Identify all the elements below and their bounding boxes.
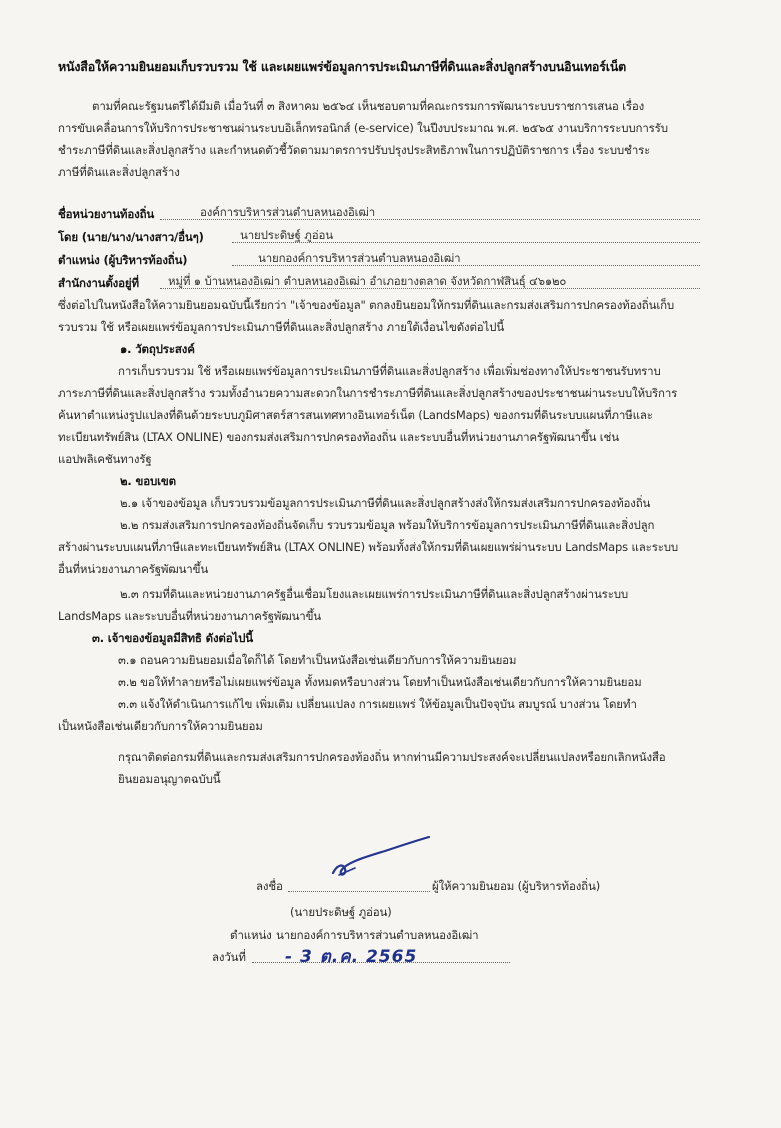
signer-position-label: ตำแหน่ง (230, 928, 272, 942)
date-label: ลงวันที่ (212, 950, 246, 964)
signer-position-value: นายกองค์การบริหารส่วนตำบลหนองอิเฒ่า (276, 928, 479, 942)
sign-role: ผู้ให้ความยินยอม (ผู้บริหารท้องถิ่น) (432, 879, 601, 893)
section-2-line-1: ๒.๑ เจ้าของข้อมูล เก็บรวบรวมข้อมูลการประเมินภาษีที่ดินและสิ่งปลูกสร้างส่งให้กรมส่งเสริมการปกครองท้องถิ่น (120, 496, 651, 510)
position-value: นายกองค์การบริหารส่วนตำบลหนองอิเฒ่า (258, 251, 461, 265)
org-name-value: องค์การบริหารส่วนตำบลหนองอิเฒ่า (200, 205, 376, 219)
by-value: นายประดิษฐ์ ภูอ่อน (240, 228, 333, 242)
intro-line-4: ภาษีที่ดินและสิ่งปลูกสร้าง (58, 165, 180, 179)
section-1-line-3: ค้นหาตำแหน่งรูปแปลงที่ดินด้วยระบบภูมิศาสตร์สารสนเทศทางอินเทอร์เน็ต (LandsMaps) ของกรมที่ดินระบบแผนที่ภาษีและ (58, 408, 653, 422)
section-2-line-4: อื่นที่หน่วยงานภาครัฐพัฒนาขึ้น (58, 562, 209, 576)
section-3-heading: ๓. เจ้าของข้อมูลมีสิทธิ ดังต่อไปนี้ (92, 631, 253, 645)
office-value: หมู่ที่ ๑ บ้านหนองอิเฒ่า ตำบลหนองอิเฒ่า อำเภอยางตลาด จังหวัดกาฬสินธุ์ ๔๖๑๒๐ (168, 274, 567, 288)
section-1-line-2: ภาระภาษีที่ดินและสิ่งปลูกสร้าง รวมทั้งอำนวยความสะดวกในการชำระภาษีที่ดินและสิ่งปลูกสร้างของประชาชนผ่านระบบให้บริการ (58, 386, 678, 400)
section-2-heading: ๒. ขอบเขต (120, 474, 176, 488)
date-stamp: - 3 ต.ค. 2565 (285, 947, 418, 967)
section-2-line-6: LandsMaps และระบบอื่นที่หน่วยงานภาครัฐพัฒนาขึ้น (58, 609, 322, 623)
signer-name: (นายประดิษฐ์ ภูอ่อน) (290, 905, 392, 919)
org-name-label: ชื่อหน่วยงานท้องถิ่น (58, 207, 155, 221)
contact-line-1: กรุณาติดต่อกรมที่ดินและกรมส่งเสริมการปกครองท้องถิ่น หากท่านมีความประสงค์จะเปลี่ยนแปลงหรือยกเลิกหนังสือ (118, 750, 666, 764)
intro-line-1: ตามที่คณะรัฐมนตรีได้มีมติ เมื่อวันที่ ๓ สิงหาคม ๒๕๖๔ เห็นชอบตามที่คณะกรรมการพัฒนาระบบราชการเสนอ เรื่อง (92, 99, 645, 113)
section-3-line-1: ๓.๑ ถอนความยินยอมเมื่อใดก็ได้ โดยทำเป็นหนังสือเช่นเดียวกับการให้ความยินยอม (118, 653, 517, 667)
section-3-line-2: ๓.๒ ขอให้ทำลายหรือไม่เผยแพร่ข้อมูล ทั้งหมดหรือบางส่วน โดยทำเป็นหนังสือเช่นเดียวกับการให้ความยินยอม (118, 675, 642, 689)
section-2-line-3: สร้างผ่านระบบแผนที่ภาษีและทะเบียนทรัพย์สิน (LTAX ONLINE) พร้อมทั้งส่งให้กรมที่ดินเผยแพร่ผ่านระบบ LandsMaps และระบบ (58, 540, 679, 554)
handwritten-signature (325, 835, 435, 885)
section-3-line-4: เป็นหนังสือเช่นเดียวกับการให้ความยินยอม (58, 719, 263, 733)
position-label: ตำแหน่ง (ผู้บริหารท้องถิ่น) (58, 253, 188, 267)
section-2-line-5: ๒.๓ กรมที่ดินและหน่วยงานภาครัฐอื่นเชื่อมโยงและเผยแพร่การประเมินภาษีที่ดินและสิ่งปลูกสร้างผ่านระบบ (120, 587, 629, 601)
contact-line-2: ยินยอมอนุญาตฉบับนี้ (118, 772, 221, 786)
consent-line-2: รวบรวม ใช้ หรือเผยแพร่ข้อมูลการประเมินภาษีที่ดินและสิ่งปลูกสร้าง ภายใต้เงื่อนไขดังต่อไปนี้ (58, 320, 505, 334)
section-1-heading: ๑. วัตถุประสงค์ (120, 342, 195, 356)
consent-line-1: ซึ่งต่อไปในหนังสือให้ความยินยอมฉบับนี้เรียกว่า "เจ้าของข้อมูล" ตกลงยินยอมให้กรมที่ดินและกรมส่งเสริมการปกครองท้องถิ่นเก็บ (58, 298, 675, 312)
section-2-line-2: ๒.๒ กรมส่งเสริมการปกครองท้องถิ่นจัดเก็บ รวบรวมข้อมูล พร้อมให้บริการข้อมูลการประเมินภาษีที่ดินและสิ่งปลูก (120, 518, 655, 532)
office-label: สำนักงานตั้งอยู่ที่ (58, 276, 139, 290)
sign-label: ลงชื่อ (256, 879, 283, 893)
intro-line-3: ชำระภาษีที่ดินและสิ่งปลูกสร้าง และกำหนดตัวชี้วัดตามมาตรการปรับปรุงประสิทธิภาพในการปฏิบัติราชการ เรื่อง ระบบชำระ (58, 143, 651, 157)
sign-fill-line (288, 891, 430, 892)
section-1-line-1: การเก็บรวบรวม ใช้ หรือเผยแพร่ข้อมูลการประเมินภาษีที่ดินและสิ่งปลูกสร้าง เพื่อเพิ่มช่องทางให้ประชาชนรับทราบ (118, 364, 661, 378)
by-label: โดย (นาย/นาง/นางสาว/อื่นๆ) (58, 230, 204, 244)
document-title: หนังสือให้ความยินยอมเก็บรวบรวม ใช้ และเผยแพร่ข้อมูลการประเมินภาษีที่ดินและสิ่งปลูกสร้างบนอินเทอร์เน็ต (58, 59, 627, 74)
section-3-line-3: ๓.๓ แจ้งให้ดำเนินการแก้ไข เพิ่มเติม เปลี่ยนแปลง การเผยแพร่ ให้ข้อมูลเป็นปัจจุบัน สมบูรณ์ บางส่วน โดยทำ (118, 697, 637, 711)
intro-line-2: การขับเคลื่อนการให้บริการประชาชนผ่านระบบอิเล็กทรอนิกส์ (e-service) ในปีงบประมาณ พ.ศ. ๒๕๖๕ งานบริการระบบการรับ (58, 121, 668, 135)
section-1-line-4: ทะเบียนทรัพย์สิน (LTAX ONLINE) ของกรมส่งเสริมการปกครองท้องถิ่น และระบบอื่นที่หน่วยงานภาครัฐพัฒนาขึ้น เช่น (58, 430, 619, 444)
section-1-line-5: แอปพลิเคชันทางรัฐ (58, 452, 152, 466)
